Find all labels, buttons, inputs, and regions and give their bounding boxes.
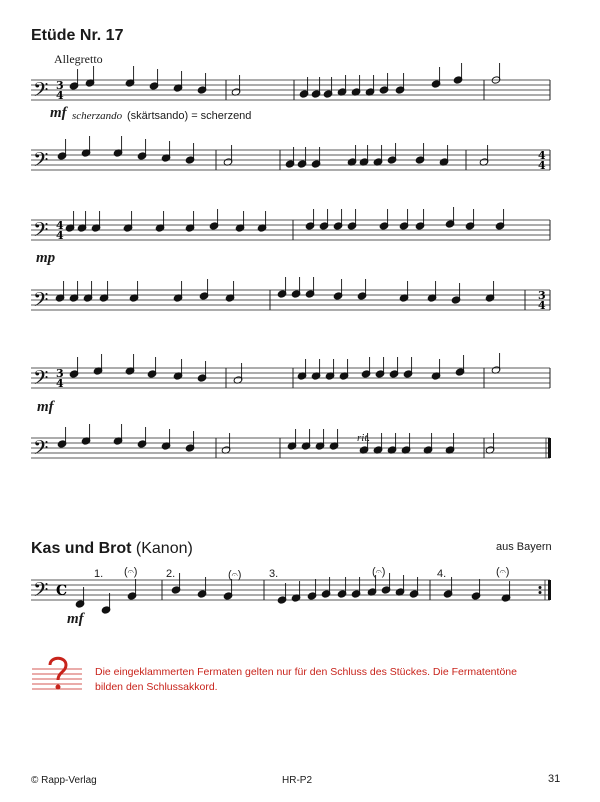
fermata-1: (𝄐) <box>124 566 138 578</box>
bass-clef-icon: 𝄢 <box>33 78 49 106</box>
repeat-barline-thick <box>548 580 551 600</box>
entry-4: 4. <box>437 568 447 580</box>
fermata-4: (𝄐) <box>496 566 510 578</box>
time-signature-top: 3 <box>538 289 546 302</box>
bass-clef-icon: 𝄢 <box>33 578 49 606</box>
bass-clef-icon: 𝄢 <box>33 148 49 176</box>
time-signature-bottom: 4 <box>56 229 64 242</box>
time-signature-top: 3 <box>56 79 64 92</box>
time-signature-bottom: 4 <box>56 377 64 390</box>
dynamic-mp: mp <box>36 250 56 266</box>
time-signature-bottom: 4 <box>56 89 64 102</box>
bass-clef-icon: 𝄢 <box>33 218 49 246</box>
time-signature-bottom: 4 <box>538 159 546 172</box>
time-signature-top: 3 <box>56 367 64 380</box>
rit-marking: rit. <box>357 432 371 444</box>
fermata-2: (𝄐) <box>228 569 242 581</box>
scherzando-term: scherzando <box>72 110 123 122</box>
dynamic-mf-kanon: mf <box>67 611 84 627</box>
info-text <box>95 665 575 695</box>
dynamic-mf-2: mf <box>37 399 54 415</box>
fermata-3: (𝄐) <box>372 566 386 578</box>
kanon-title-main: Kas und Brot <box>31 540 132 557</box>
scherzando-pron: (skärtsando) = scherzend <box>127 110 252 122</box>
bass-clef-icon: 𝄢 <box>33 366 49 394</box>
etude-title: Etüde Nr. 17 <box>31 27 124 44</box>
entry-1: 1. <box>94 568 104 580</box>
dynamic-mf-1: mf <box>50 105 67 121</box>
info-text-line1: Die eingeklammerten Fermaten gelten nur für den Schluss des Stückes. Die Fermatentöne <box>95 666 517 678</box>
tempo-marking: Allegretto <box>54 52 103 66</box>
bass-clef-icon: 𝄢 <box>33 436 49 464</box>
footer-publisher: © Rapp-Verlag <box>31 775 97 786</box>
entry-2: 2. <box>166 568 176 580</box>
footer-code: HR-P2 <box>282 775 313 786</box>
repeat-dot <box>539 591 542 594</box>
info-text-line2: bilden den Schlussakkord. <box>95 681 218 693</box>
time-signature-top: 4 <box>56 219 64 232</box>
page-number: 31 <box>548 773 561 785</box>
common-time-icon: C <box>56 583 68 599</box>
repeat-dot <box>539 586 542 589</box>
staves <box>31 63 551 614</box>
time-signature-top: 4 <box>538 149 546 162</box>
time-signature-bottom: 4 <box>538 299 546 312</box>
kanon-title <box>31 540 193 558</box>
kanon-origin: aus Bayern <box>496 541 552 553</box>
kanon-subtitle: (Kanon) <box>135 540 193 557</box>
final-barline-thick <box>548 438 551 458</box>
question-mark-icon <box>32 654 84 694</box>
entry-3: 3. <box>269 568 279 580</box>
bass-clef-icon: 𝄢 <box>33 288 49 316</box>
